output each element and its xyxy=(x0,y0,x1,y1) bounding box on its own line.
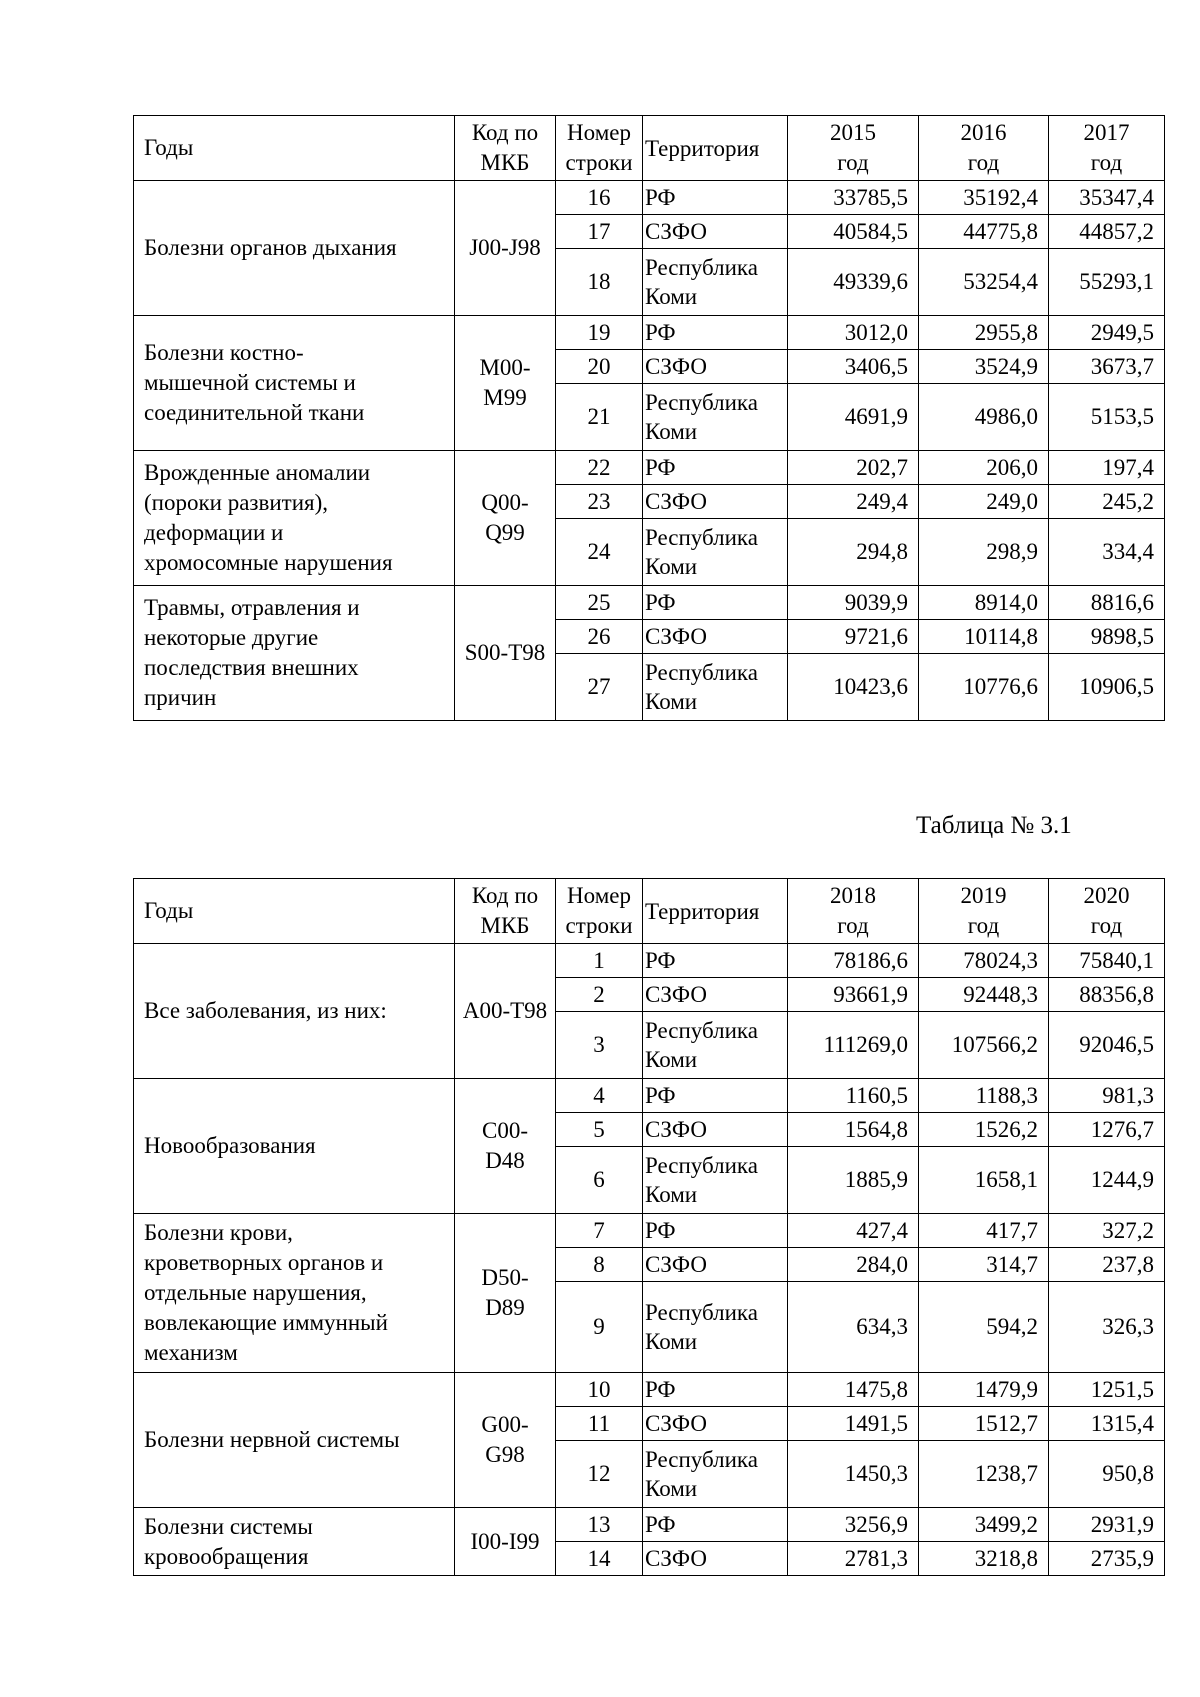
territory xyxy=(643,485,788,519)
territory-line: Коми xyxy=(645,689,698,714)
value-cell: 44857,2 xyxy=(1049,215,1165,249)
table-row xyxy=(134,1079,1165,1113)
value-cell: 33785,5 xyxy=(788,181,919,215)
value-cell: 107566,2 xyxy=(919,1012,1049,1079)
value-cell: 1251,5 xyxy=(1049,1373,1165,1407)
row-number: 2 xyxy=(556,978,643,1012)
icd-code xyxy=(455,451,556,586)
value-cell: 1475,8 xyxy=(788,1373,919,1407)
value-cell: 981,3 xyxy=(1049,1079,1165,1113)
territory xyxy=(643,1508,788,1542)
territory xyxy=(643,1248,788,1282)
row-number: 16 xyxy=(556,181,643,215)
disease-group-name-line: Врожденные аномалии xyxy=(144,460,371,485)
row-number: 12 xyxy=(556,1441,643,1508)
territory-line: РФ xyxy=(645,1218,676,1243)
row-number: 21 xyxy=(556,384,643,451)
value-cell: 2781,3 xyxy=(788,1542,919,1576)
header-icd-code-line: МКБ xyxy=(480,150,530,175)
disease-group-name-line: последствия внешних xyxy=(144,655,359,680)
icd-code-line: D48 xyxy=(485,1148,525,1173)
value-cell: 298,9 xyxy=(919,519,1049,586)
icd-code xyxy=(455,1373,556,1508)
row-number: 5 xyxy=(556,1113,643,1147)
value-cell: 92046,5 xyxy=(1049,1012,1165,1079)
value-cell: 10906,5 xyxy=(1049,654,1165,721)
disease-group-name xyxy=(134,586,455,721)
disease-group-name-line: деформации и xyxy=(144,520,284,545)
value-cell: 326,3 xyxy=(1049,1282,1165,1373)
value-cell: 294,8 xyxy=(788,519,919,586)
territory-line: СЗФО xyxy=(645,489,707,514)
header-year-1 xyxy=(919,879,1049,944)
territory xyxy=(643,1441,788,1508)
disease-group-name-line: Болезни системы xyxy=(144,1513,313,1539)
value-cell: 334,4 xyxy=(1049,519,1165,586)
disease-group-name xyxy=(134,451,455,586)
value-cell: 1479,9 xyxy=(919,1373,1049,1407)
disease-group-name-line: Все заболевания, из них: xyxy=(144,998,387,1023)
icd-code-line: S00-T98 xyxy=(464,640,546,665)
value-cell: 237,8 xyxy=(1049,1248,1165,1282)
table-header-row xyxy=(134,879,1165,944)
disease-group-name xyxy=(134,1079,455,1214)
value-cell: 92448,3 xyxy=(919,978,1049,1012)
icd-code-line: Q99 xyxy=(485,520,525,545)
header-year-0-line: год xyxy=(837,150,869,175)
disease-group-name-line: некоторые другие xyxy=(144,625,319,650)
value-cell: 249,4 xyxy=(788,485,919,519)
territory xyxy=(643,944,788,978)
territory-line: СЗФО xyxy=(645,1252,707,1277)
value-cell: 202,7 xyxy=(788,451,919,485)
row-number: 11 xyxy=(556,1407,643,1441)
header-territory: Территория xyxy=(643,879,788,944)
icd-code-line: M00- xyxy=(479,355,531,380)
icd-code-line: D50- xyxy=(481,1265,529,1290)
value-cell: 4691,9 xyxy=(788,384,919,451)
territory-line: РФ xyxy=(645,185,676,210)
value-cell: 49339,6 xyxy=(788,249,919,316)
value-cell: 53254,4 xyxy=(919,249,1049,316)
icd-code-line: D89 xyxy=(485,1295,525,1320)
header-year-0-line: 2018 xyxy=(830,883,876,908)
disease-group-name-line: вовлекающие иммунный xyxy=(144,1310,388,1335)
header-row-number xyxy=(556,879,643,944)
header-years: Годы xyxy=(134,116,455,181)
territory xyxy=(643,451,788,485)
row-number: 20 xyxy=(556,350,643,384)
disease-group-name-line: соединительной ткани xyxy=(144,400,365,425)
territory-line: СЗФО xyxy=(645,219,707,244)
disease-group-name-line: Травмы, отравления и xyxy=(144,595,360,620)
value-cell: 8816,6 xyxy=(1049,586,1165,620)
territory xyxy=(643,384,788,451)
icd-code-line: Q00- xyxy=(481,490,529,515)
territory xyxy=(643,586,788,620)
morbidity-table-2015-2017 xyxy=(133,115,1165,721)
header-year-1-line: год xyxy=(967,913,1000,938)
header-year-2 xyxy=(1049,116,1165,181)
value-cell: 1238,7 xyxy=(919,1441,1049,1508)
header-year-2-line: 2017 xyxy=(1083,120,1130,145)
value-cell: 1188,3 xyxy=(919,1079,1049,1113)
value-cell: 197,4 xyxy=(1049,451,1165,485)
value-cell: 594,2 xyxy=(919,1282,1049,1373)
territory-line: СЗФО xyxy=(645,1546,707,1571)
disease-group-name-line: кроветворных органов и xyxy=(144,1250,384,1275)
table-row xyxy=(134,451,1165,485)
header-year-1-line: 2016 xyxy=(960,120,1007,145)
header-row-number xyxy=(556,116,643,181)
icd-code-line: A00-T98 xyxy=(462,998,548,1023)
territory-line: Республика xyxy=(645,1153,758,1178)
value-cell: 93661,9 xyxy=(788,978,919,1012)
disease-group-name xyxy=(134,944,455,1079)
header-row-number-line: строки xyxy=(565,913,633,938)
value-cell: 634,3 xyxy=(788,1282,919,1373)
territory-line: Коми xyxy=(645,284,698,309)
value-cell: 1564,8 xyxy=(788,1113,919,1147)
value-cell: 111269,0 xyxy=(788,1012,919,1079)
row-number: 22 xyxy=(556,451,643,485)
row-number: 23 xyxy=(556,485,643,519)
header-icd-code-line: Код по xyxy=(471,883,539,908)
territory-line: Республика xyxy=(645,1300,758,1325)
value-cell: 10776,6 xyxy=(919,654,1049,721)
disease-group-name-line: отдельные нарушения, xyxy=(144,1280,367,1305)
header-year-2-line: год xyxy=(1090,913,1123,938)
territory-line: СЗФО xyxy=(645,624,707,649)
territory-line: РФ xyxy=(645,590,676,615)
row-number: 19 xyxy=(556,316,643,350)
icd-code-line: J00-J98 xyxy=(469,235,541,260)
header-icd-code xyxy=(455,116,556,181)
table-header-row xyxy=(134,116,1165,181)
territory-line: Коми xyxy=(645,1476,698,1501)
territory xyxy=(643,1542,788,1576)
territory-line: Коми xyxy=(645,554,698,579)
header-year-2-line: год xyxy=(1090,150,1123,175)
row-number: 24 xyxy=(556,519,643,586)
disease-group-name-line: причин xyxy=(144,685,217,710)
icd-code-line: M99 xyxy=(483,385,527,410)
header-icd-code xyxy=(455,879,556,944)
value-cell: 3218,8 xyxy=(919,1542,1049,1576)
territory-line: СЗФО xyxy=(645,982,707,1007)
row-number: 25 xyxy=(556,586,643,620)
value-cell: 10423,6 xyxy=(788,654,919,721)
territory-line: РФ xyxy=(645,948,676,973)
icd-code-line: I00-I99 xyxy=(470,1528,540,1554)
territory-line: Коми xyxy=(645,1047,698,1072)
header-year-0 xyxy=(788,879,919,944)
row-number: 18 xyxy=(556,249,643,316)
territory xyxy=(643,350,788,384)
territory-line: Коми xyxy=(645,419,698,444)
territory-line: Коми xyxy=(645,1182,698,1207)
territory xyxy=(643,519,788,586)
territory-line: СЗФО xyxy=(645,1411,707,1436)
icd-code xyxy=(455,1214,556,1373)
disease-group-name xyxy=(134,181,455,316)
territory xyxy=(643,1113,788,1147)
disease-group-name-line: мышечной системы и xyxy=(144,370,356,395)
row-number: 6 xyxy=(556,1147,643,1214)
value-cell: 9721,6 xyxy=(788,620,919,654)
value-cell: 1244,9 xyxy=(1049,1147,1165,1214)
disease-group-name-line: (пороки развития), xyxy=(144,490,329,515)
header-year-1-line: год xyxy=(967,150,1000,175)
value-cell: 40584,5 xyxy=(788,215,919,249)
row-number: 8 xyxy=(556,1248,643,1282)
value-cell: 4986,0 xyxy=(919,384,1049,451)
value-cell: 1885,9 xyxy=(788,1147,919,1214)
value-cell: 1276,7 xyxy=(1049,1113,1165,1147)
table-row xyxy=(134,1508,1165,1542)
territory-line: РФ xyxy=(645,1083,676,1108)
disease-group-name-line: Новообразования xyxy=(144,1133,316,1158)
header-row-number-line: Номер xyxy=(567,120,631,145)
disease-group-name xyxy=(134,316,455,451)
table-row xyxy=(134,586,1165,620)
territory-line: РФ xyxy=(645,320,676,345)
disease-group-name xyxy=(134,1373,455,1508)
header-year-0-line: год xyxy=(837,913,869,938)
value-cell: 88356,8 xyxy=(1049,978,1165,1012)
icd-code xyxy=(455,1508,556,1576)
territory xyxy=(643,1012,788,1079)
table-row xyxy=(134,944,1165,978)
icd-code xyxy=(455,1079,556,1214)
value-cell: 245,2 xyxy=(1049,485,1165,519)
territory-line: РФ xyxy=(645,1377,676,1402)
disease-group-name-line: Болезни органов дыхания xyxy=(144,235,397,260)
icd-code xyxy=(455,181,556,316)
value-cell: 1512,7 xyxy=(919,1407,1049,1441)
disease-group-name-line: Болезни крови, xyxy=(144,1220,293,1245)
value-cell: 78024,3 xyxy=(919,944,1049,978)
territory xyxy=(643,654,788,721)
header-territory: Территория xyxy=(643,116,788,181)
value-cell: 206,0 xyxy=(919,451,1049,485)
value-cell: 55293,1 xyxy=(1049,249,1165,316)
header-years: Годы xyxy=(134,879,455,944)
territory-line: Республика xyxy=(645,660,758,685)
table-row xyxy=(134,181,1165,215)
row-number: 4 xyxy=(556,1079,643,1113)
territory xyxy=(643,249,788,316)
header-row-number-line: строки xyxy=(565,150,633,175)
icd-code xyxy=(455,944,556,1079)
disease-group-name xyxy=(134,1508,455,1576)
territory-line: РФ xyxy=(645,455,676,480)
header-year-2-line: 2020 xyxy=(1083,883,1130,908)
territory xyxy=(643,1079,788,1113)
icd-code-line: G00- xyxy=(481,1412,529,1437)
table-row xyxy=(134,316,1165,350)
territory-line: Коми xyxy=(645,1329,698,1354)
row-number: 10 xyxy=(556,1373,643,1407)
territory-line: СЗФО xyxy=(645,354,707,379)
table-row xyxy=(134,1373,1165,1407)
value-cell: 3012,0 xyxy=(788,316,919,350)
value-cell: 417,7 xyxy=(919,1214,1049,1248)
territory-line: Республика xyxy=(645,1447,758,1472)
disease-group-name-line: Болезни костно- xyxy=(144,340,304,365)
territory-line: РФ xyxy=(645,1512,676,1537)
value-cell: 35192,4 xyxy=(919,181,1049,215)
value-cell: 284,0 xyxy=(788,1248,919,1282)
row-number: 14 xyxy=(556,1542,643,1576)
header-year-1 xyxy=(919,116,1049,181)
value-cell: 8914,0 xyxy=(919,586,1049,620)
disease-group-name-line: механизм xyxy=(144,1340,238,1365)
value-cell: 2949,5 xyxy=(1049,316,1165,350)
row-number: 7 xyxy=(556,1214,643,1248)
territory xyxy=(643,1214,788,1248)
value-cell: 427,4 xyxy=(788,1214,919,1248)
territory-line: Республика xyxy=(645,525,758,550)
value-cell: 9039,9 xyxy=(788,586,919,620)
value-cell: 3524,9 xyxy=(919,350,1049,384)
value-cell: 35347,4 xyxy=(1049,181,1165,215)
value-cell: 1450,3 xyxy=(788,1441,919,1508)
table-row xyxy=(134,1214,1165,1248)
value-cell: 3406,5 xyxy=(788,350,919,384)
disease-group-name-line: кровообращения xyxy=(144,1543,309,1569)
row-number: 9 xyxy=(556,1282,643,1373)
table-caption: Таблица № 3.1 xyxy=(916,812,1072,839)
header-icd-code-line: МКБ xyxy=(480,913,530,938)
value-cell: 249,0 xyxy=(919,485,1049,519)
value-cell: 1491,5 xyxy=(788,1407,919,1441)
icd-code-line: C00- xyxy=(482,1118,528,1143)
icd-code xyxy=(455,586,556,721)
value-cell: 75840,1 xyxy=(1049,944,1165,978)
header-year-0 xyxy=(788,116,919,181)
value-cell: 314,7 xyxy=(919,1248,1049,1282)
row-number: 27 xyxy=(556,654,643,721)
value-cell: 2931,9 xyxy=(1049,1508,1165,1542)
value-cell: 78186,6 xyxy=(788,944,919,978)
value-cell: 2955,8 xyxy=(919,316,1049,350)
territory xyxy=(643,181,788,215)
header-year-1-line: 2019 xyxy=(960,883,1007,908)
row-number: 3 xyxy=(556,1012,643,1079)
territory-line: Республика xyxy=(645,255,758,280)
morbidity-table-2018-2020 xyxy=(133,878,1165,1576)
row-number: 17 xyxy=(556,215,643,249)
territory xyxy=(643,215,788,249)
row-number: 13 xyxy=(556,1508,643,1542)
value-cell: 950,8 xyxy=(1049,1441,1165,1508)
territory xyxy=(643,1407,788,1441)
value-cell: 3499,2 xyxy=(919,1508,1049,1542)
row-number: 26 xyxy=(556,620,643,654)
territory-line: Республика xyxy=(645,1018,758,1043)
value-cell: 44775,8 xyxy=(919,215,1049,249)
territory xyxy=(643,978,788,1012)
header-year-2 xyxy=(1049,879,1165,944)
territory xyxy=(643,620,788,654)
territory xyxy=(643,1373,788,1407)
row-number: 1 xyxy=(556,944,643,978)
value-cell: 3256,9 xyxy=(788,1508,919,1542)
disease-group-name-line: хромосомные нарушения xyxy=(144,550,393,575)
value-cell: 10114,8 xyxy=(919,620,1049,654)
icd-code-line: G98 xyxy=(485,1442,525,1467)
territory-line: СЗФО xyxy=(645,1117,707,1142)
territory xyxy=(643,1147,788,1214)
territory xyxy=(643,316,788,350)
disease-group-name xyxy=(134,1214,455,1373)
icd-code xyxy=(455,316,556,451)
value-cell: 3673,7 xyxy=(1049,350,1165,384)
territory-line: Республика xyxy=(645,390,758,415)
value-cell: 5153,5 xyxy=(1049,384,1165,451)
territory xyxy=(643,1282,788,1373)
value-cell: 2735,9 xyxy=(1049,1542,1165,1576)
value-cell: 327,2 xyxy=(1049,1214,1165,1248)
header-row-number-line: Номер xyxy=(567,883,631,908)
value-cell: 9898,5 xyxy=(1049,620,1165,654)
header-year-0-line: 2015 xyxy=(830,120,876,145)
value-cell: 1526,2 xyxy=(919,1113,1049,1147)
disease-group-name-line: Болезни нервной системы xyxy=(144,1427,400,1452)
value-cell: 1160,5 xyxy=(788,1079,919,1113)
value-cell: 1658,1 xyxy=(919,1147,1049,1214)
value-cell: 1315,4 xyxy=(1049,1407,1165,1441)
header-icd-code-line: Код по xyxy=(471,120,539,145)
